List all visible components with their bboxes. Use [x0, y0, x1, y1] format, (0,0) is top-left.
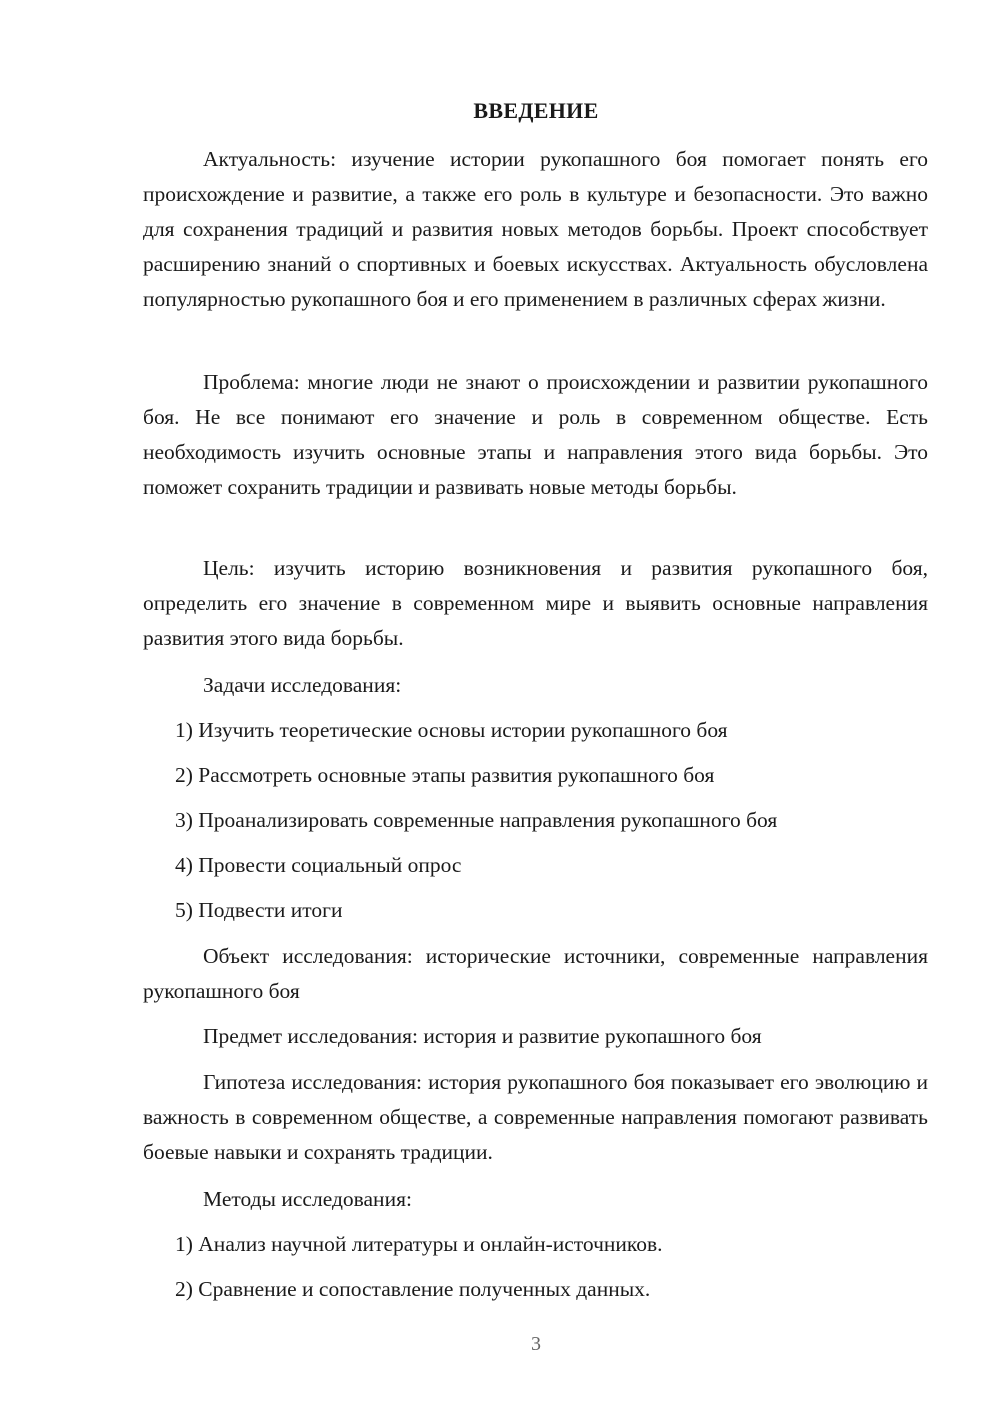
goal-text: Цель: изучить историю возникновения и развития рукопашного боя, определить его значение в современном мире и выявить основные направления развития этого вида борьбы. [143, 556, 928, 650]
task-item: 4) Провести социальный опрос [175, 853, 462, 877]
methods-title: Методы исследования: [203, 1187, 412, 1211]
method-item: 2) Сравнение и сопоставление полученных данных. [175, 1277, 651, 1301]
page-number: 3 [531, 1333, 541, 1355]
tasks-title: Задачи исследования: [203, 673, 402, 697]
hypothesis-paragraph [143, 1065, 928, 1170]
relevance-paragraph [143, 142, 928, 317]
task-item: 3) Проанализировать современные направления рукопашного боя [175, 808, 778, 832]
method-item: 1) Анализ научной литературы и онлайн-источников. [175, 1232, 663, 1256]
object-text: Объект исследования: исторические источники, современные направления рукопашного боя [143, 944, 928, 1003]
object-paragraph [143, 939, 928, 1009]
subject-paragraph: Предмет исследования: история и развитие рукопашного боя [203, 1024, 762, 1048]
task-item: 2) Рассмотреть основные этапы развития рукопашного боя [175, 763, 715, 787]
task-item: 5) Подвести итоги [175, 898, 343, 922]
section-heading: ВВЕДЕНИЕ [473, 98, 599, 123]
goal-paragraph [143, 551, 928, 656]
problem-paragraph [143, 365, 928, 505]
problem-text: Проблема: многие люди не знают о происхождении и развитии рукопашного боя. Не все понимают его значение и роль в современном обществе. Есть необходимость изучить основные этапы и направления этого вида борьбы. Это поможет сохранить традиции и развивать новые методы борьбы. [143, 370, 928, 499]
relevance-text: Актуальность: изучение истории рукопашного боя помогает понять его происхождение и развитие, а также его роль в культуре и безопасности. Это важно для сохранения традиций и развития новых методов борьбы. Проект способствует расширению знаний о спортивных и боевых искусствах. Актуальность обусловлена популярностью рукопашного боя и его применением в различных сферах жизни. [143, 147, 928, 311]
hypothesis-text: Гипотеза исследования: история рукопашного боя показывает его эволюцию и важность в современном обществе, а современные направления помогают развивать боевые навыки и сохранять традиции. [143, 1070, 928, 1164]
task-item: 1) Изучить теоретические основы истории рукопашного боя [175, 718, 728, 742]
